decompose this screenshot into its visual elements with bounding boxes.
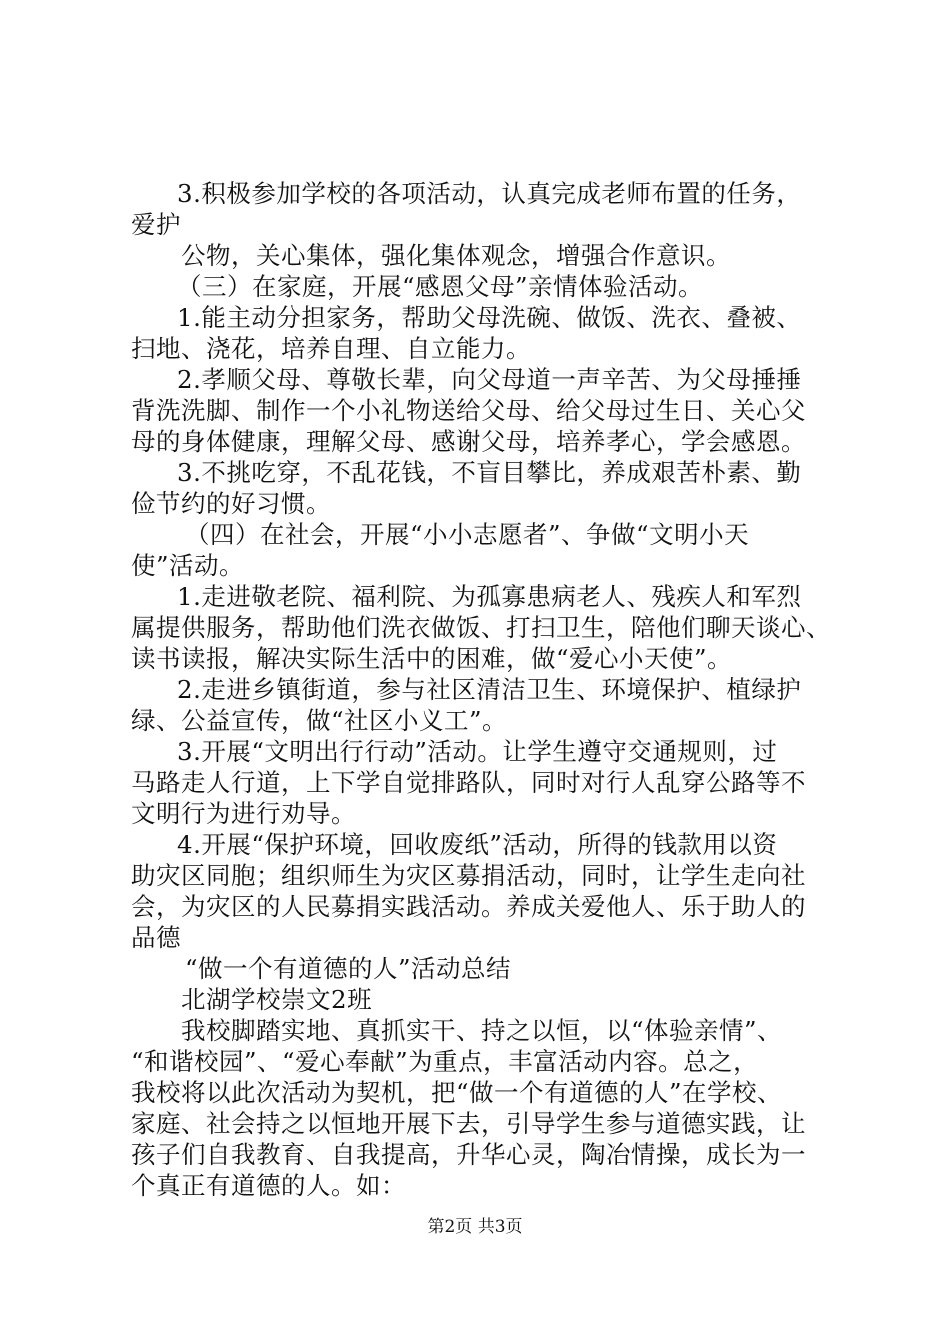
text-line: 1.能主动分担家务，帮助父母洗碗、做饭、洗衣、叠被、 [177, 303, 802, 332]
text-line: 会，为灾区的人民募捐实践活动。养成关爱他人、乐于助人的 [131, 892, 806, 921]
page-footer: 第2页 共3页 [427, 1217, 523, 1237]
text-line: 4.开展“保护环境，回收废纸”活动，所得的钱款用以资 [177, 830, 778, 859]
text-line: 公物，关心集体，强化集体观念，增强合作意识。 [181, 241, 731, 270]
text-line: 个真正有道德的人。如： [131, 1171, 406, 1200]
text-line: 我校脚踏实地、真抓实干、持之以恒，以“体验亲情”、 [181, 1016, 783, 1045]
text-line: 母的身体健康，理解父母、感谢父母，培养孝心，学会感恩。 [131, 427, 806, 456]
text-line: 我校将以此次活动为契机，把“做一个有道德的人”在学校、 [131, 1078, 783, 1107]
text-line: 3.不挑吃穿，不乱花钱，不盲目攀比，养成艰苦朴素、勤 [177, 458, 802, 487]
text-line: 3.积极参加学校的各项活动，认真完成老师布置的任务， [177, 179, 802, 208]
text-line: 文明行为进行劝导。 [131, 799, 356, 828]
text-line: 孩子们自我教育、自我提高，升华心灵，陶冶情操，成长为一 [131, 1140, 806, 1169]
text-line: 品德 [131, 923, 181, 952]
section-heading: （三）在家庭，开展“感恩父母”亲情体验活动。 [177, 272, 704, 301]
text-line: 2.走进乡镇街道，参与社区清洁卫生、环境保护、植绿护 [177, 675, 802, 704]
text-line: 爱护 [131, 210, 181, 239]
text-line: 家庭、社会持之以恒地开展下去，引导学生参与道德实践，让 [131, 1109, 806, 1138]
text-line: 2.孝顺父母、尊敬长辈，向父母道一声辛苦、为父母捶捶 [177, 365, 802, 394]
text-line: 马路走人行道，上下学自觉排路队，同时对行人乱穿公路等不 [131, 768, 806, 797]
text-line: 使”活动。 [131, 551, 245, 580]
text-line: “和谐校园”、“爱心奉献”为重点，丰富活动内容。总之， [131, 1047, 759, 1076]
text-line: 助灾区同胞；组织师生为灾区募捐活动，同时，让学生走向社 [131, 861, 806, 890]
text-line: 属提供服务，帮助他们洗衣做饭、打扫卫生，陪他们聊天谈心、 [131, 613, 831, 642]
text-line: 绿、公益宣传，做“社区小义工”。 [131, 706, 508, 735]
document-subtitle: 北湖学校崇文2班 [181, 985, 373, 1014]
text-line: 背洗洗脚、制作一个小礼物送给父母、给父母过生日、关心父 [131, 396, 806, 425]
text-line: 1.走进敬老院、福利院、为孤寡患病老人、残疾人和军烈 [177, 582, 802, 611]
text-line: 读书读报，解决实际生活中的困难，做“爱心小天使”。 [131, 644, 733, 673]
document-title: “做一个有道德的人”活动总结 [185, 954, 512, 983]
text-line: 扫地、浇花，培养自理、自立能力。 [131, 334, 531, 363]
text-line: 3.开展“文明出行行动”活动。让学生遵守交通规则，过 [177, 737, 778, 766]
section-heading: （四）在社会，开展“小小志愿者”、争做“文明小天 [185, 520, 750, 549]
text-line: 俭节约的好习惯。 [131, 489, 331, 518]
